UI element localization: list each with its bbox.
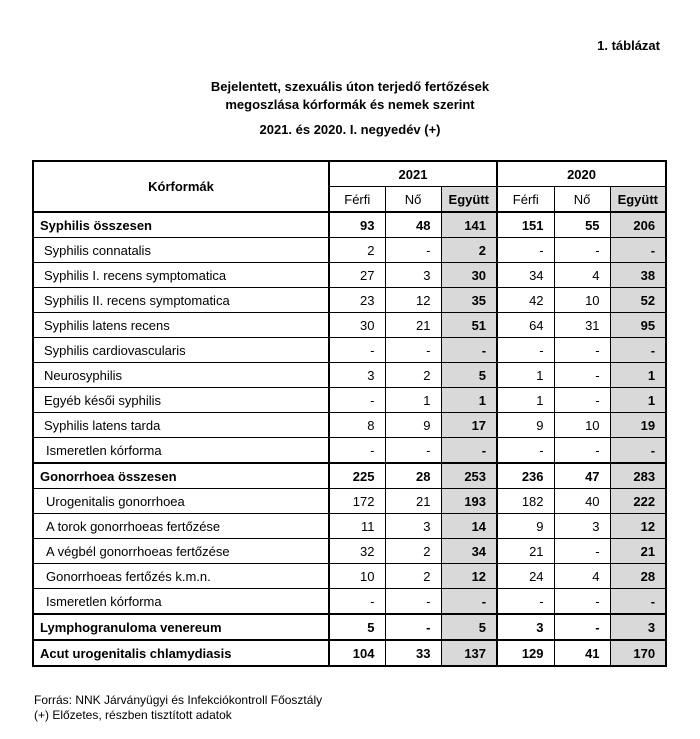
cell-female-2021: 3 bbox=[385, 263, 441, 288]
cell-male-2020: 129 bbox=[497, 640, 554, 666]
cell-female-2021: 48 bbox=[385, 212, 441, 238]
table-row bbox=[33, 238, 666, 263]
cell-female-2020: 31 bbox=[554, 313, 610, 338]
row-label: Syphilis connatalis bbox=[33, 238, 329, 263]
row-label: Syphilis latens tarda bbox=[33, 413, 329, 438]
cell-male-2020: 151 bbox=[497, 212, 554, 238]
cell-female-2021: - bbox=[385, 438, 441, 464]
cell-male-2021: - bbox=[329, 338, 385, 363]
cell-male-2020: - bbox=[497, 238, 554, 263]
cell-male-2021: 5 bbox=[329, 614, 385, 640]
table-row bbox=[33, 564, 666, 589]
cell-total-2021: - bbox=[441, 338, 497, 363]
row-label: Acut urogenitalis chlamydiasis bbox=[33, 640, 329, 666]
cell-male-2020: - bbox=[497, 589, 554, 615]
table-row bbox=[33, 212, 666, 238]
cell-female-2021: 2 bbox=[385, 564, 441, 589]
cell-total-2021: 2 bbox=[441, 238, 497, 263]
header-total-2020: Együtt bbox=[610, 187, 666, 213]
table-row bbox=[33, 640, 666, 666]
row-label: A torok gonorrhoeas fertőzése bbox=[33, 514, 329, 539]
row-label: Egyéb késői syphilis bbox=[33, 388, 329, 413]
row-label: Syphilis II. recens symptomatica bbox=[33, 288, 329, 313]
table-row bbox=[33, 388, 666, 413]
cell-male-2021: 10 bbox=[329, 564, 385, 589]
cell-total-2021: 30 bbox=[441, 263, 497, 288]
table-row bbox=[33, 589, 666, 615]
cell-male-2020: 1 bbox=[497, 363, 554, 388]
cell-total-2020: - bbox=[610, 438, 666, 464]
cell-female-2020: 55 bbox=[554, 212, 610, 238]
table-number: 1. táblázat bbox=[597, 38, 660, 53]
table-title bbox=[0, 78, 700, 114]
cell-total-2020: 1 bbox=[610, 388, 666, 413]
cell-total-2021: 5 bbox=[441, 363, 497, 388]
cell-total-2021: - bbox=[441, 589, 497, 615]
table-footer bbox=[34, 693, 322, 723]
cell-male-2021: 2 bbox=[329, 238, 385, 263]
cell-female-2020: - bbox=[554, 589, 610, 615]
row-label: Gonorrhoeas fertőzés k.m.n. bbox=[33, 564, 329, 589]
cell-female-2020: - bbox=[554, 238, 610, 263]
cell-female-2020: - bbox=[554, 539, 610, 564]
disease-table bbox=[32, 160, 667, 667]
row-label: Ismeretlen kórforma bbox=[33, 438, 329, 464]
table-row bbox=[33, 463, 666, 489]
cell-total-2020: 12 bbox=[610, 514, 666, 539]
cell-female-2020: 41 bbox=[554, 640, 610, 666]
cell-female-2020: 10 bbox=[554, 413, 610, 438]
cell-total-2020: 28 bbox=[610, 564, 666, 589]
cell-female-2021: 3 bbox=[385, 514, 441, 539]
cell-total-2021: 17 bbox=[441, 413, 497, 438]
header-total-2021: Együtt bbox=[441, 187, 497, 213]
cell-female-2020: - bbox=[554, 438, 610, 464]
cell-total-2021: 253 bbox=[441, 463, 497, 489]
cell-female-2020: 4 bbox=[554, 564, 610, 589]
header-year-2020: 2020 bbox=[497, 161, 666, 187]
row-label: Ismeretlen kórforma bbox=[33, 589, 329, 615]
cell-female-2021: 21 bbox=[385, 313, 441, 338]
cell-male-2020: 9 bbox=[497, 413, 554, 438]
cell-total-2021: 51 bbox=[441, 313, 497, 338]
cell-female-2021: 9 bbox=[385, 413, 441, 438]
cell-total-2020: 1 bbox=[610, 363, 666, 388]
cell-total-2020: - bbox=[610, 238, 666, 263]
cell-total-2020: 222 bbox=[610, 489, 666, 514]
row-label: A végbél gonorrhoeas fertőzése bbox=[33, 539, 329, 564]
cell-male-2021: 30 bbox=[329, 313, 385, 338]
cell-male-2021: 172 bbox=[329, 489, 385, 514]
cell-total-2021: 1 bbox=[441, 388, 497, 413]
cell-male-2020: 24 bbox=[497, 564, 554, 589]
table-body bbox=[33, 212, 666, 666]
header-year-2021: 2021 bbox=[329, 161, 497, 187]
cell-total-2020: 283 bbox=[610, 463, 666, 489]
cell-female-2021: 21 bbox=[385, 489, 441, 514]
cell-male-2021: 32 bbox=[329, 539, 385, 564]
cell-female-2021: 33 bbox=[385, 640, 441, 666]
table-row bbox=[33, 489, 666, 514]
table-row bbox=[33, 413, 666, 438]
cell-male-2021: 3 bbox=[329, 363, 385, 388]
header-male-2020: Férfi bbox=[497, 187, 554, 213]
cell-male-2020: 64 bbox=[497, 313, 554, 338]
cell-female-2020: - bbox=[554, 363, 610, 388]
table-row bbox=[33, 438, 666, 464]
row-label: Syphilis cardiovascularis bbox=[33, 338, 329, 363]
header-disease-column: Kórformák bbox=[33, 161, 329, 212]
cell-male-2021: 93 bbox=[329, 212, 385, 238]
cell-female-2021: - bbox=[385, 614, 441, 640]
cell-male-2020: 3 bbox=[497, 614, 554, 640]
cell-total-2020: 38 bbox=[610, 263, 666, 288]
table-row bbox=[33, 338, 666, 363]
table-row bbox=[33, 539, 666, 564]
preliminary-note: (+) Előzetes, részben tisztított adatok bbox=[34, 708, 232, 722]
cell-male-2021: 23 bbox=[329, 288, 385, 313]
table-row bbox=[33, 363, 666, 388]
cell-male-2020: - bbox=[497, 338, 554, 363]
cell-total-2021: 34 bbox=[441, 539, 497, 564]
cell-total-2020: 19 bbox=[610, 413, 666, 438]
cell-female-2021: - bbox=[385, 238, 441, 263]
cell-female-2020: 47 bbox=[554, 463, 610, 489]
cell-male-2021: 225 bbox=[329, 463, 385, 489]
cell-female-2020: - bbox=[554, 338, 610, 363]
cell-female-2021: 2 bbox=[385, 363, 441, 388]
table-row bbox=[33, 614, 666, 640]
cell-total-2021: 137 bbox=[441, 640, 497, 666]
cell-male-2021: 104 bbox=[329, 640, 385, 666]
title-line-1: Bejelentett, szexuális úton terjedő fertőzések bbox=[210, 79, 490, 94]
table-subtitle: 2021. és 2020. I. negyedév (+) bbox=[259, 122, 441, 137]
cell-female-2021: 2 bbox=[385, 539, 441, 564]
cell-male-2020: - bbox=[497, 438, 554, 464]
cell-total-2020: 52 bbox=[610, 288, 666, 313]
cell-male-2021: 8 bbox=[329, 413, 385, 438]
cell-female-2021: - bbox=[385, 589, 441, 615]
cell-male-2020: 9 bbox=[497, 514, 554, 539]
cell-female-2020: 4 bbox=[554, 263, 610, 288]
row-label: Lymphogranuloma venereum bbox=[33, 614, 329, 640]
cell-total-2021: 14 bbox=[441, 514, 497, 539]
cell-total-2020: 3 bbox=[610, 614, 666, 640]
row-label: Syphilis összesen bbox=[33, 212, 329, 238]
cell-male-2020: 182 bbox=[497, 489, 554, 514]
header-female-2021: Nő bbox=[385, 187, 441, 213]
cell-female-2020: - bbox=[554, 614, 610, 640]
table-row bbox=[33, 514, 666, 539]
table-row bbox=[33, 313, 666, 338]
cell-female-2021: 1 bbox=[385, 388, 441, 413]
cell-female-2020: 3 bbox=[554, 514, 610, 539]
title-line-2: megoszlása kórformák és nemek szerint bbox=[225, 97, 475, 112]
cell-female-2020: 10 bbox=[554, 288, 610, 313]
cell-male-2021: - bbox=[329, 438, 385, 464]
cell-total-2020: - bbox=[610, 589, 666, 615]
cell-male-2021: - bbox=[329, 388, 385, 413]
row-label: Syphilis latens recens bbox=[33, 313, 329, 338]
cell-total-2021: 5 bbox=[441, 614, 497, 640]
cell-total-2020: 170 bbox=[610, 640, 666, 666]
cell-male-2020: 42 bbox=[497, 288, 554, 313]
cell-male-2020: 21 bbox=[497, 539, 554, 564]
cell-male-2020: 34 bbox=[497, 263, 554, 288]
cell-female-2020: - bbox=[554, 388, 610, 413]
cell-female-2021: 28 bbox=[385, 463, 441, 489]
row-label: Neurosyphilis bbox=[33, 363, 329, 388]
cell-total-2021: - bbox=[441, 438, 497, 464]
source-note: Forrás: NNK Járványügyi és Infekciókontroll Főosztály bbox=[34, 693, 323, 707]
cell-total-2020: - bbox=[610, 338, 666, 363]
cell-male-2020: 236 bbox=[497, 463, 554, 489]
cell-total-2020: 95 bbox=[610, 313, 666, 338]
cell-male-2020: 1 bbox=[497, 388, 554, 413]
cell-total-2021: 193 bbox=[441, 489, 497, 514]
table-row bbox=[33, 263, 666, 288]
cell-male-2021: 11 bbox=[329, 514, 385, 539]
header-female-2020: Nő bbox=[554, 187, 610, 213]
cell-female-2021: 12 bbox=[385, 288, 441, 313]
table-row bbox=[33, 288, 666, 313]
cell-total-2021: 12 bbox=[441, 564, 497, 589]
row-label: Syphilis I. recens symptomatica bbox=[33, 263, 329, 288]
cell-total-2021: 141 bbox=[441, 212, 497, 238]
cell-total-2020: 206 bbox=[610, 212, 666, 238]
cell-male-2021: - bbox=[329, 589, 385, 615]
row-label: Gonorrhoea összesen bbox=[33, 463, 329, 489]
header-male-2021: Férfi bbox=[329, 187, 385, 213]
row-label: Urogenitalis gonorrhoea bbox=[33, 489, 329, 514]
cell-male-2021: 27 bbox=[329, 263, 385, 288]
cell-total-2021: 35 bbox=[441, 288, 497, 313]
cell-total-2020: 21 bbox=[610, 539, 666, 564]
cell-female-2020: 40 bbox=[554, 489, 610, 514]
cell-female-2021: - bbox=[385, 338, 441, 363]
